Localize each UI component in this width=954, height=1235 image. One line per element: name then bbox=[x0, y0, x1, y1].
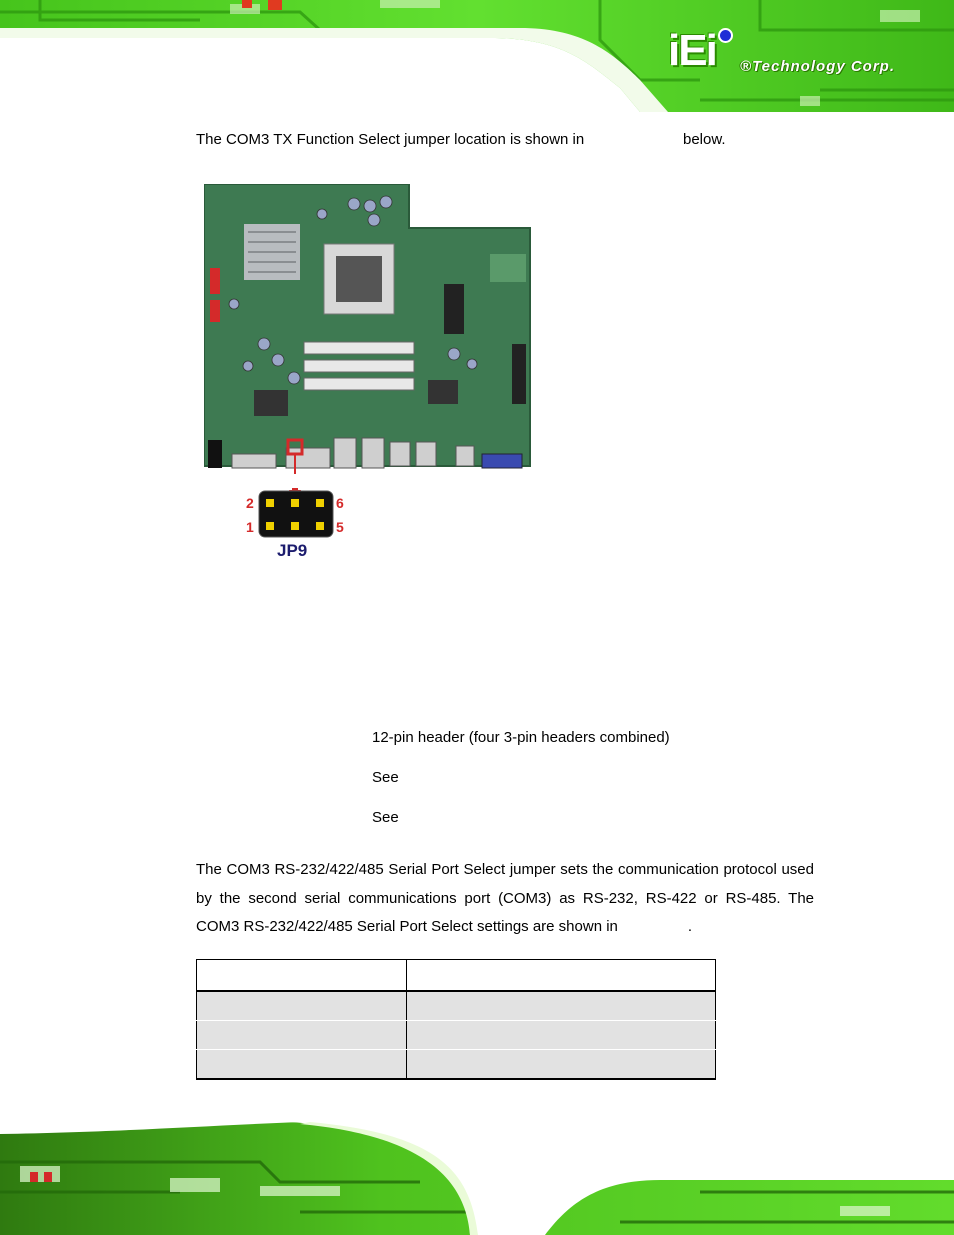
table-header-row bbox=[197, 960, 716, 992]
iei-logo bbox=[668, 26, 928, 86]
jp9-label: JP9 bbox=[277, 541, 308, 560]
pin-label-5: 5 bbox=[336, 519, 344, 535]
jumper-location-value: See bbox=[372, 809, 399, 826]
table-row bbox=[197, 991, 716, 1021]
description-end: . bbox=[687, 918, 693, 935]
table-cell bbox=[407, 991, 716, 1021]
table-cell bbox=[197, 1050, 407, 1080]
table-cell bbox=[407, 1050, 716, 1080]
logo-dot-icon bbox=[718, 28, 733, 43]
jp9-jumper-detail bbox=[244, 488, 354, 560]
table-cell bbox=[197, 991, 407, 1021]
logo-text: ®Technology Corp. bbox=[740, 58, 895, 75]
description-paragraph bbox=[196, 856, 814, 942]
table-cell bbox=[407, 1021, 716, 1050]
logo-mark: iEi bbox=[668, 26, 716, 75]
table-header-cell bbox=[407, 960, 716, 992]
intro-suffix: below. bbox=[683, 131, 726, 148]
circuit-board-footer-graphic bbox=[0, 1122, 954, 1235]
description-text: The COM3 RS-232/422/485 Serial Port Select jumper sets the communication protocol used by the second serial communications port (COM3) as RS-232, RS-422 or RS-485. The COM3 RS-232/422/485 Serial Port Select settings are shown in bbox=[196, 861, 814, 935]
pin-label-2: 2 bbox=[246, 495, 254, 511]
motherboard-illustration bbox=[204, 184, 534, 474]
jumper-header-body bbox=[259, 491, 333, 537]
table-row bbox=[197, 1021, 716, 1050]
settings-table bbox=[196, 959, 716, 1080]
footer-banner bbox=[0, 1122, 954, 1235]
header-banner bbox=[0, 0, 954, 112]
jumper-type-value: 12-pin header (four 3-pin headers combined) bbox=[372, 729, 670, 746]
intro-text: The COM3 TX Function Select jumper location is shown in bbox=[196, 131, 585, 148]
table-header-cell bbox=[197, 960, 407, 992]
pin-label-6: 6 bbox=[336, 495, 344, 511]
pin-label-1: 1 bbox=[246, 519, 254, 535]
table-row bbox=[197, 1050, 716, 1080]
jumper-settings-value: See bbox=[372, 769, 399, 786]
table-cell bbox=[197, 1021, 407, 1050]
